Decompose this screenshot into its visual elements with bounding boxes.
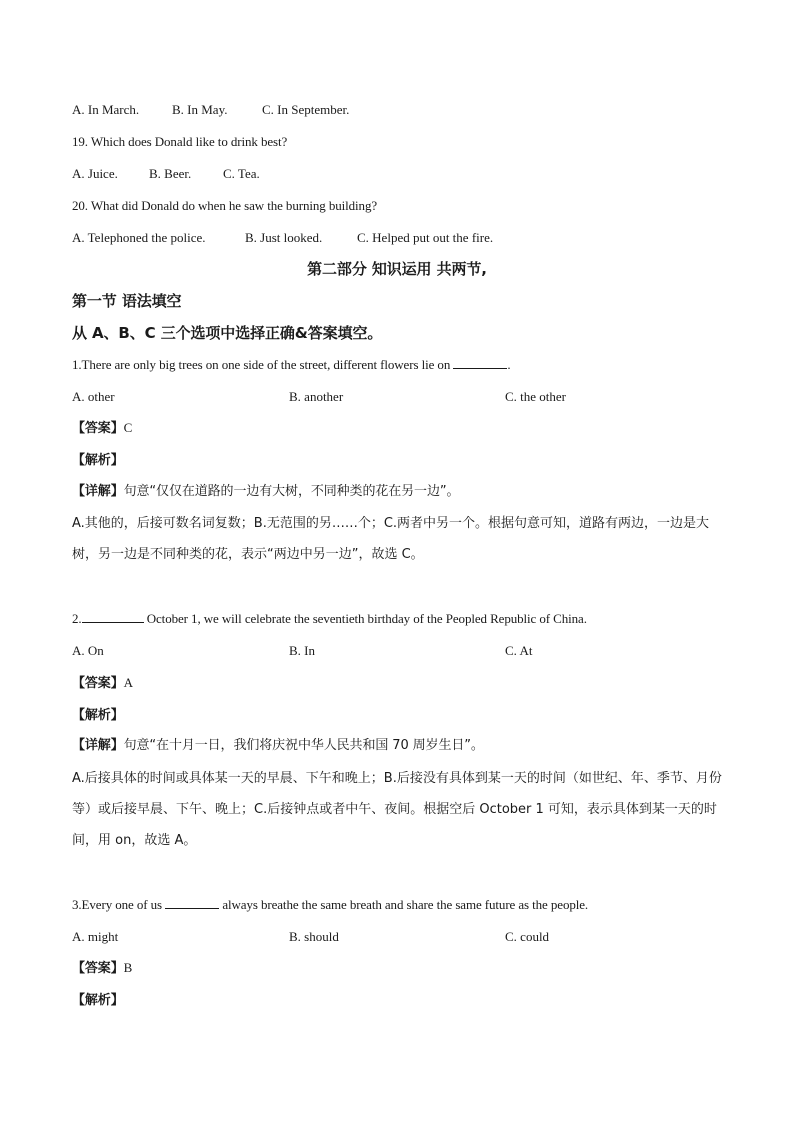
q2-answer [72, 673, 133, 694]
analysis-label: 【解析】 [72, 453, 124, 468]
q1-stem-before: 1.There are only big trees on one side of the street, different flowers lie on [72, 357, 451, 372]
q2-option-c: C. At [505, 643, 533, 658]
q1-detail [72, 482, 459, 502]
q2-detail [72, 736, 484, 756]
q3-option-a: A. might [72, 929, 119, 944]
q2-blank [82, 609, 144, 623]
q2-option-a: A. On [72, 643, 104, 658]
q3-stem [72, 895, 588, 915]
q18-option-b: B. In May. [172, 102, 228, 117]
q3-option-c: C. could [505, 929, 550, 944]
q2-stem-before: 2. [72, 611, 82, 626]
q1-option-c: C. the other [505, 389, 567, 404]
section-instruction: 从 A、B、C 三个选项中选择正确&答案填空。 [72, 324, 383, 342]
analysis-label: 【解析】 [72, 708, 124, 723]
answer-label: 【答案】 [72, 421, 124, 436]
q3-answer-value: B [123, 960, 133, 975]
q2-stem-after: October 1, we will celebrate the seventieth birthday of the Peopled Republic of China. [146, 611, 587, 626]
detail-label: 【详解】 [72, 484, 124, 499]
analysis-label: 【解析】 [72, 993, 124, 1008]
q1-option-a: A. other [72, 389, 115, 404]
section1-title: 第一节 语法填空 [72, 292, 182, 310]
q20-stem: 20. What did Donald do when he saw the burning building? [72, 198, 378, 213]
q2-analysis [72, 705, 124, 726]
q3-answer [72, 958, 132, 979]
q1-blank [453, 355, 507, 369]
q1-answer [72, 418, 132, 439]
q19-option-c: C. Tea. [223, 166, 260, 181]
q3-stem-after: always breathe the same breath and share the same future as the people. [222, 897, 589, 912]
q1-option-b: B. another [289, 389, 344, 404]
q19-option-a: A. Juice. [72, 166, 118, 181]
q3-option-b: B. should [289, 929, 339, 944]
q2-answer-value: A [123, 675, 133, 690]
answer-label: 【答案】 [72, 676, 124, 691]
q1-stem [72, 355, 511, 375]
q1-analysis [72, 450, 124, 471]
part2-title: 第二部分 知识运用 共两节, [307, 260, 487, 278]
answer-label: 【答案】 [72, 961, 124, 976]
q19-option-b: B. Beer. [149, 166, 192, 181]
q3-analysis [72, 990, 124, 1011]
q2-detail-text: 句意“在十月一日，我们将庆祝中华人民共和国 70 周岁生日”。 [123, 738, 484, 753]
detail-label: 【详解】 [72, 738, 124, 753]
q20-option-c: C. Helped put out the fire. [357, 230, 494, 245]
q2-option-b: B. In [289, 643, 315, 658]
q1-explanation: A.其他的，后接可数名词复数；B.无范围的另……个；C.两者中另一个。根据句意可知，道路有两边，一边是大树，另一边是不同种类的花，表示“两边中另一边”，故选 C。 [72, 516, 710, 562]
q20-option-b: B. Just looked. [245, 230, 323, 245]
q3-stem-before: 3.Every one of us [72, 897, 162, 912]
q1-detail-text: 句意“仅仅在道路的一边有大树，不同种类的花在另一边”。 [123, 484, 460, 499]
q20-option-a: A. Telephoned the police. [72, 230, 206, 245]
q18-option-a: A. In March. [72, 102, 140, 117]
q2-explanation: A.后接具体的时间或具体某一天的早晨、下午和晚上；B.后接没有具体到某一天的时间（如世纪、年、季节、月份等）或后接早晨、下午、晚上；C.后接钟点或者中午、夜间。根据空后 October 1 可知，表示具体到某一天的时间，用 on，故选 A。 [72, 771, 722, 848]
q19-stem: 19. Which does Donald like to drink best? [72, 134, 288, 149]
q1-answer-value: C [123, 420, 133, 435]
q3-blank [165, 895, 219, 909]
q2-stem [72, 609, 587, 629]
q1-stem-after: . [507, 357, 511, 372]
q18-option-c: C. In September. [262, 102, 350, 117]
